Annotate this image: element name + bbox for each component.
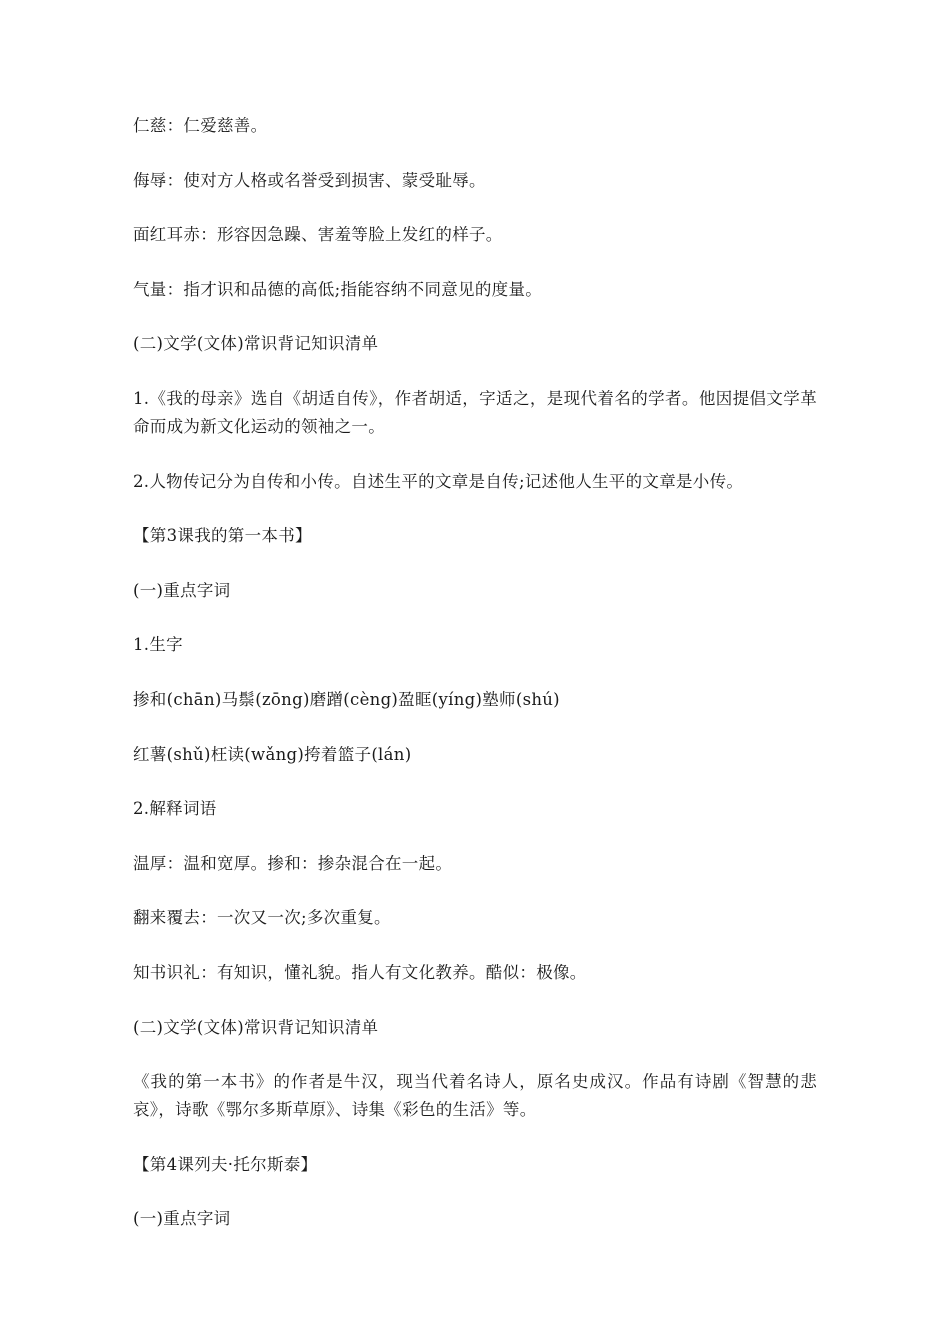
section-heading-key-words: (一)重点字词	[133, 580, 231, 600]
subheading-word-explanations: 2.解释词语	[133, 799, 217, 819]
definition-fanlaifuqu: 翻来覆去：一次又一次;多次重复。	[133, 908, 391, 928]
definition-wenhou: 温厚：温和宽厚。掺和：掺杂混合在一起。	[133, 853, 453, 873]
literature-note-1: 1.《我的母亲》选自《胡适自传》，作者胡适，字适之，是现代着名的学者。他因提倡文学革命而成为新文化运动的领袖之一。	[133, 388, 817, 436]
lesson-title-3: 【第3课我的第一本书】	[133, 526, 312, 546]
subheading-new-characters: 1.生字	[133, 635, 183, 655]
section-heading-literature: (二)文学(文体)常识背记知识清单	[133, 334, 379, 354]
section-heading-literature-2: (二)文学(文体)常识背记知识清单	[133, 1017, 379, 1037]
definition-zhishushili: 知书识礼：有知识，懂礼貌。指人有文化教养。酷似：极像。	[133, 962, 587, 982]
document-body	[133, 112, 817, 1260]
definition-wuru: 侮辱：使对方人格或名誉受到损害、蒙受耻辱。	[133, 170, 486, 190]
definition-renci: 仁慈：仁爱慈善。	[133, 116, 268, 135]
pinyin-line-2: 红薯(shǔ)枉读(wǎng)挎着篮子(lán)	[133, 744, 412, 764]
pinyin-line-1: 掺和(chān)马鬃(zōng)磨蹭(cèng)盈眶(yíng)塾师(shú)	[133, 689, 560, 709]
lesson-title-4: 【第4课列夫·托尔斯泰】	[133, 1154, 318, 1174]
definition-mianhongerchi: 面红耳赤：形容因急躁、害羞等脸上发红的样子。	[133, 225, 503, 245]
literature-note-niuhan: 《我的第一本书》的作者是牛汉，现当代着名诗人，原名史成汉。作品有诗剧《智慧的悲哀》，诗歌《鄂尔多斯草原》、诗集《彩色的生活》等。	[133, 1072, 817, 1120]
literature-note-2: 2.人物传记分为自传和小传。自述生平的文章是自传;记述他人生平的文章是小传。	[133, 471, 744, 491]
section-heading-key-words-2: (一)重点字词	[133, 1209, 231, 1229]
definition-qiliang: 气量：指才识和品德的高低;指能容纳不同意见的度量。	[133, 279, 543, 299]
